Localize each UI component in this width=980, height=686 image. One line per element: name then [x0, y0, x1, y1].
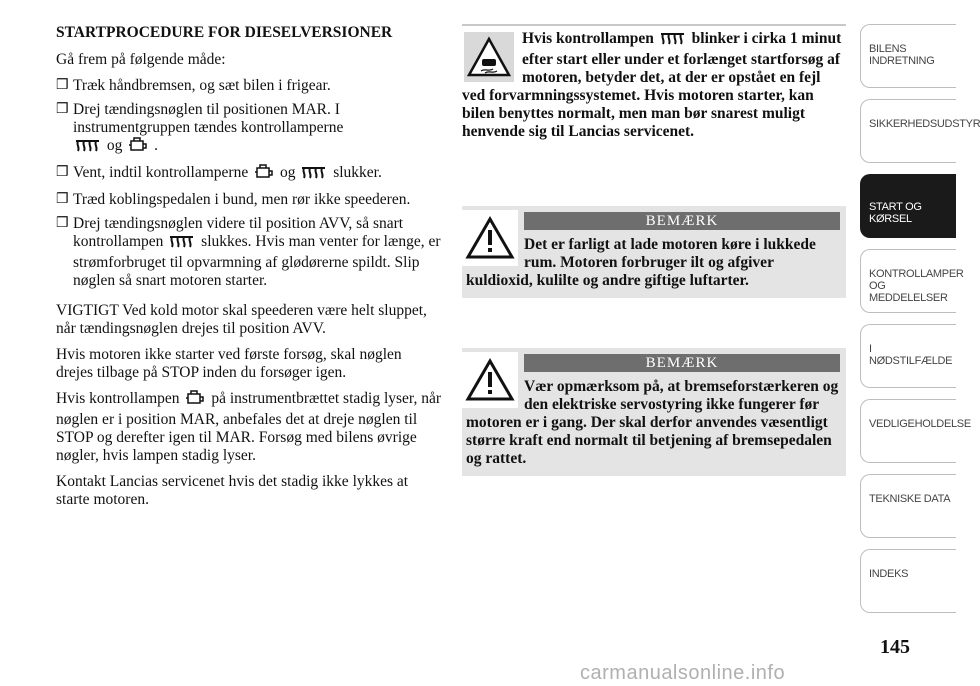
paragraph: Hvis motoren ikke starter ved første forsøg, skal nøglen drejes tilbage på STOP inden du forsøger igen.	[56, 346, 402, 381]
watermark: carmanualsonline.info	[580, 662, 786, 684]
chapter-sidebar	[860, 24, 980, 624]
note-text: Det er farligt at lade motoren køre i lukkede rum. Motoren forbruger ilt og afgiver kuldioxid, kulilte og andre giftige luftarter.	[466, 236, 816, 289]
glow-plug-icon	[169, 235, 195, 254]
bullet-icon: ❒	[56, 102, 69, 117]
bullet-icon: ❒	[56, 78, 69, 93]
tab-start-og-korsel[interactable]: START OG KØRSEL	[860, 174, 956, 238]
glow-plug-icon	[660, 32, 686, 51]
paragraph: Kontakt Lancias servicenet hvis det stadig ikke lykkes at starte motoren.	[56, 473, 409, 508]
bullet-icon: ❒	[56, 165, 69, 180]
list-item: ❒ Drej tændingsnøglen til positionen MAR. I instrumentgruppen tændes kontrollamperne og .	[56, 101, 442, 158]
glow-plug-icon	[301, 166, 327, 185]
glow-plug-icon	[75, 139, 101, 158]
intro-text: Gå frem på følgende måde:	[56, 51, 226, 68]
note-title: BEMÆRK	[524, 212, 840, 230]
warning-triangle-icon	[462, 352, 518, 408]
right-column	[462, 26, 846, 141]
engine-fault-icon	[254, 164, 274, 185]
note-box	[462, 206, 846, 298]
warning-triangle-icon	[462, 210, 518, 266]
list-item: ❒ Træd koblingspedalen i bund, men rør ikke speederen.	[56, 191, 411, 208]
section-heading: STARTPROCEDURE FOR DIESELVERSIONER	[56, 24, 393, 41]
note-text: Vær opmærksom på, at bremseforstærkeren og den elektriske servostyring ikke fungerer før motoren er i gang. Der skal derfor anvendes væsentligt større kraft end normalt til betjening af bremsepedalen og rattet.	[466, 378, 839, 467]
list-item: ❒ Drej tændingsnøglen videre til position AVV, så snart kontrollampen slukkes. Hvis man venter for længe, er strømforbruget til opvarmning af glødørerne spildt. Slip nøglen så snart motoren starter.	[56, 215, 441, 289]
tab-vedligeholdelse[interactable]: VEDLIGEHOLDELSE	[860, 399, 956, 463]
warning-block: Hvis kontrollampen blinker i cirka 1 minut efter start eller under et forlænget startforsøg af motoren, betyder det, at der er opstået en fejl ved forvarmningssystemet. Hvis motoren starter, kan bilen benyttes normalt, men man bør snarest muligt henvende sig til Lancias servicenet.	[462, 30, 842, 140]
tab-i-nodstilfaelde[interactable]: I NØDSTILFÆLDE	[860, 324, 956, 388]
note-box	[462, 348, 846, 476]
bullet-icon: ❒	[56, 216, 69, 231]
page-number: 145	[880, 636, 910, 658]
procedure-list	[56, 77, 442, 290]
engine-fault-icon	[185, 390, 205, 411]
bullet-icon: ❒	[56, 192, 69, 207]
list-item: ❒ Vent, indtil kontrollamperne og slukker.	[56, 164, 442, 185]
tab-kontrollamper[interactable]: KONTROLLAMPER OG MEDDELELSER	[860, 249, 956, 313]
note-title: BEMÆRK	[524, 354, 840, 372]
paragraph: Hvis kontrollampen på instrumentbrættet stadig lyser, når nøglen er i position MAR, anbefales det at dreje nøglen til STOP og derefter igen til MAR. Forsøg med bilens øvrige nøgler, hvis lampen stadig lyser.	[56, 390, 441, 464]
skid-car-icon	[464, 32, 514, 82]
list-item: ❒ Træk håndbremsen, og sæt bilen i frigear.	[56, 77, 331, 94]
tab-bilens-indretning[interactable]: BILENS INDRETNING	[860, 24, 956, 88]
left-column	[56, 24, 442, 517]
tab-tekniske-data[interactable]: TEKNISKE DATA	[860, 474, 956, 538]
tab-indeks[interactable]: INDEKS	[860, 549, 956, 613]
tab-sikkerhedsudstyr[interactable]: SIKKERHEDSUDSTYR	[860, 99, 956, 163]
engine-fault-icon	[128, 137, 148, 158]
important-note: VIGTIGT Ved kold motor skal speederen være helt sluppet, når tændingsnøglen drejes til position AVV.	[56, 302, 427, 337]
